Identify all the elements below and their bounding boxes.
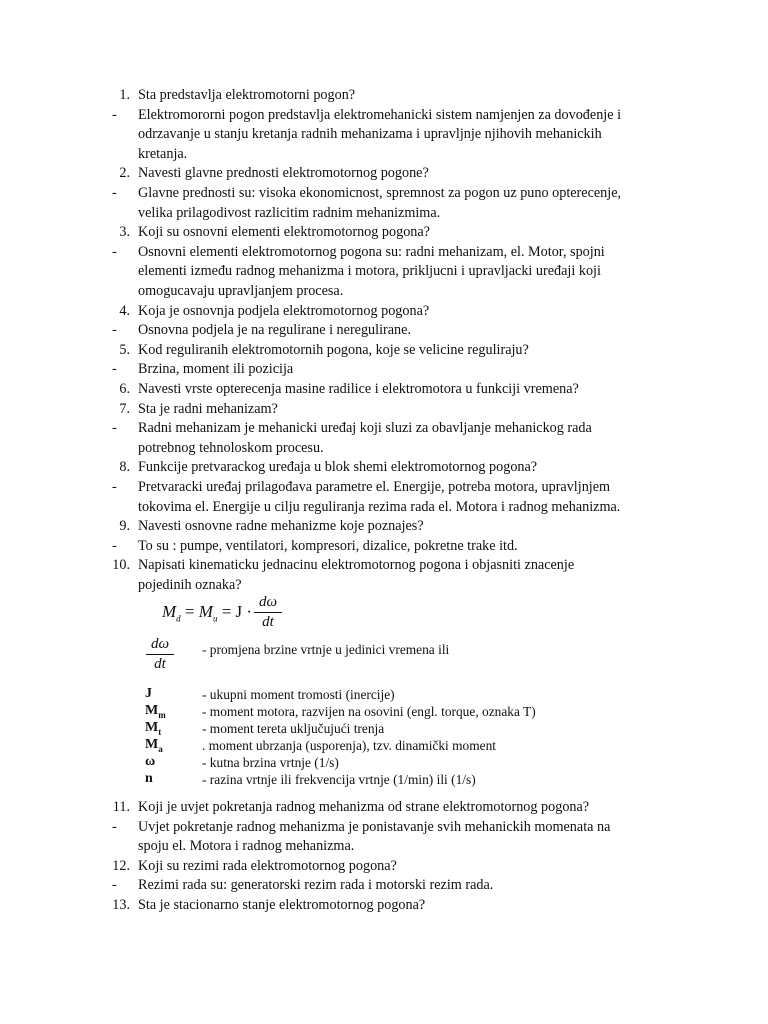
legend-fraction <box>146 636 174 673</box>
formula-mid-sub: u <box>212 613 218 624</box>
answer-dash: - <box>112 877 117 894</box>
formula-fraction <box>254 594 282 631</box>
question-number: 8. <box>119 459 130 476</box>
line-text: elementi između radnog mehanizma i motora, prikljucni i upravljacki uređaji koji <box>138 263 601 280</box>
line-text: Glavne prednosti su: visoka ekonomicnost, spremnost za pogon uz puno opterecenje, <box>138 185 622 201</box>
line-text: Navesti osnovne radne mehanizme koje poznajes? <box>138 518 424 535</box>
question-number: 3. <box>119 224 130 241</box>
formula-denominator: dt <box>262 614 274 630</box>
line-text: Napisati kinematicku jednacinu elektromotornog pogona i objasniti znacenje <box>138 557 575 574</box>
question-number: 10. <box>112 557 130 574</box>
line-text: Osnovna podjela je na regulirane i neregulirane. <box>138 322 411 339</box>
line-text: Sta predstavlja elektromotorni pogon? <box>138 87 356 103</box>
line-text: Koja je osnovnja podjela elektromotornog pogona? <box>138 302 430 319</box>
legend-description: - moment motora, razvijen na osovini (engl. torque, oznaka T) <box>202 704 536 719</box>
line-text: spoju el. Motora i radnog mehanizma. <box>138 838 355 855</box>
question-number: 9. <box>119 518 130 535</box>
legend-numerator: dω <box>150 636 170 652</box>
formula-numerator: dω <box>258 594 278 610</box>
question-number: 1. <box>119 87 130 103</box>
line-text: potrebnog tehnoloskom procesu. <box>138 439 324 456</box>
legend-denominator: dt <box>154 656 166 672</box>
line-text: Uvjet pokretanje radnog mehanizma je ponistavanje svih mehanickih momenata na <box>138 818 611 835</box>
line-text: Sta je stacionarno stanje elektromotornog pogona? <box>138 897 426 913</box>
answer-dash: - <box>112 106 117 123</box>
line-text: Sta je radni mehanizam? <box>138 400 278 417</box>
line-text: Elektromororni pogon predstavlja elektromehanicki sistem namjenjen za dovođenje i <box>138 106 622 123</box>
legend-symbol: $M_a$ <box>145 737 163 754</box>
line-text: Koji su osnovni elementi elektromotornog pogona? <box>138 224 430 241</box>
answer-dash: - <box>112 322 117 339</box>
line-text: Koji je uvjet pokretanja radnog mehanizma od strane elektromotornog pogona? <box>138 799 590 815</box>
line-text: pojedinih oznaka? <box>138 577 242 593</box>
formula-eq2: = J · <box>221 602 253 621</box>
line-text: Kod reguliranih elektromotornih pogona, koje se velicine reguliraju? <box>138 341 529 358</box>
legend-description: - ukupni moment tromosti (inercije) <box>202 687 395 702</box>
answer-dash: - <box>112 243 117 260</box>
line-text: To su : pumpe, ventilatori, kompresori, dizalice, pokretne trake itd. <box>138 537 518 554</box>
legend-symbol: $M_t$ <box>145 720 162 737</box>
formula-lhs: M <box>162 602 177 621</box>
question-number: 12. <box>112 857 130 874</box>
line-text: Pretvaracki uređaj prilagođava parametre el. Energije, potreba motora, upravljnjem <box>138 479 611 495</box>
answer-dash: - <box>112 420 117 437</box>
question-number: 5. <box>119 341 130 358</box>
answer-dash: - <box>112 361 117 378</box>
line-text: Funkcije pretvarackog uređaja u blok shemi elektromotornog pogona? <box>138 459 538 476</box>
answer-dash: - <box>112 479 117 495</box>
line-text: kretanja. <box>138 145 188 162</box>
answer-dash: - <box>112 537 117 554</box>
legend-symbol: ω <box>145 754 156 769</box>
legend-description: - moment tereta uključujući trenja <box>202 721 385 736</box>
line-text: odrzavanje u stanju kretanja radnih mehanizama i upravljnje njihovih mehanickih <box>138 126 602 143</box>
line-text: Osnovni elementi elektromotornog pogona su: radni mehanizam, el. Motor, spojni <box>138 243 605 260</box>
legend-symbol: n <box>145 771 153 786</box>
formula-mid: M <box>198 602 213 621</box>
formula-lhs-sub: d <box>176 613 181 624</box>
line-text: Koji su rezimi rada elektromotornog pogona? <box>138 857 397 874</box>
line-text: tokovima el. Energije u cilju reguliranja rezima rada el. Motora i radnog mehanizma. <box>138 498 621 515</box>
fraction-description: - promjena brzine vrtnje u jedinici vremena ili <box>202 642 450 657</box>
question-number: 2. <box>119 165 130 182</box>
legend-description: - kutna brzina vrtnje (1/s) <box>202 755 339 770</box>
legend-symbol: J <box>145 686 152 701</box>
line-text: Navesti vrste opterecenja masine radilice i elektromotora u funkciji vremena? <box>138 381 579 397</box>
question-number: 6. <box>119 381 130 397</box>
line-text: Rezimi rada su: generatorski rezim rada i motorski rezim rada. <box>138 877 494 894</box>
question-number: 13. <box>112 897 130 913</box>
legend-symbol: $M_m$ <box>145 703 166 720</box>
line-text: Brzina, moment ili pozicija <box>138 361 294 378</box>
line-text: Radni mehanizam je mehanicki uređaj koji sluzi za obavljanje mehanickog rada <box>138 420 592 437</box>
answer-dash: - <box>112 818 117 835</box>
legend-description: . moment ubrzanja (usporenja), tzv. dinamički moment <box>202 738 497 753</box>
line-text: velika prilagodivost razlicitim radnim mehanizmima. <box>138 204 441 221</box>
line-text: Navesti glavne prednosti elektromotornog pogone? <box>138 165 429 182</box>
legend-description: - razina vrtnje ili frekvencija vrtnje (1/min) ili (1/s) <box>202 772 476 787</box>
question-number: 4. <box>119 302 130 319</box>
question-number: 11. <box>112 799 130 815</box>
answer-dash: - <box>112 185 117 201</box>
line-text: omogucavaju upravljanjem procesa. <box>138 283 344 299</box>
question-number: 7. <box>119 400 130 417</box>
formula-eq1: = <box>184 602 195 621</box>
